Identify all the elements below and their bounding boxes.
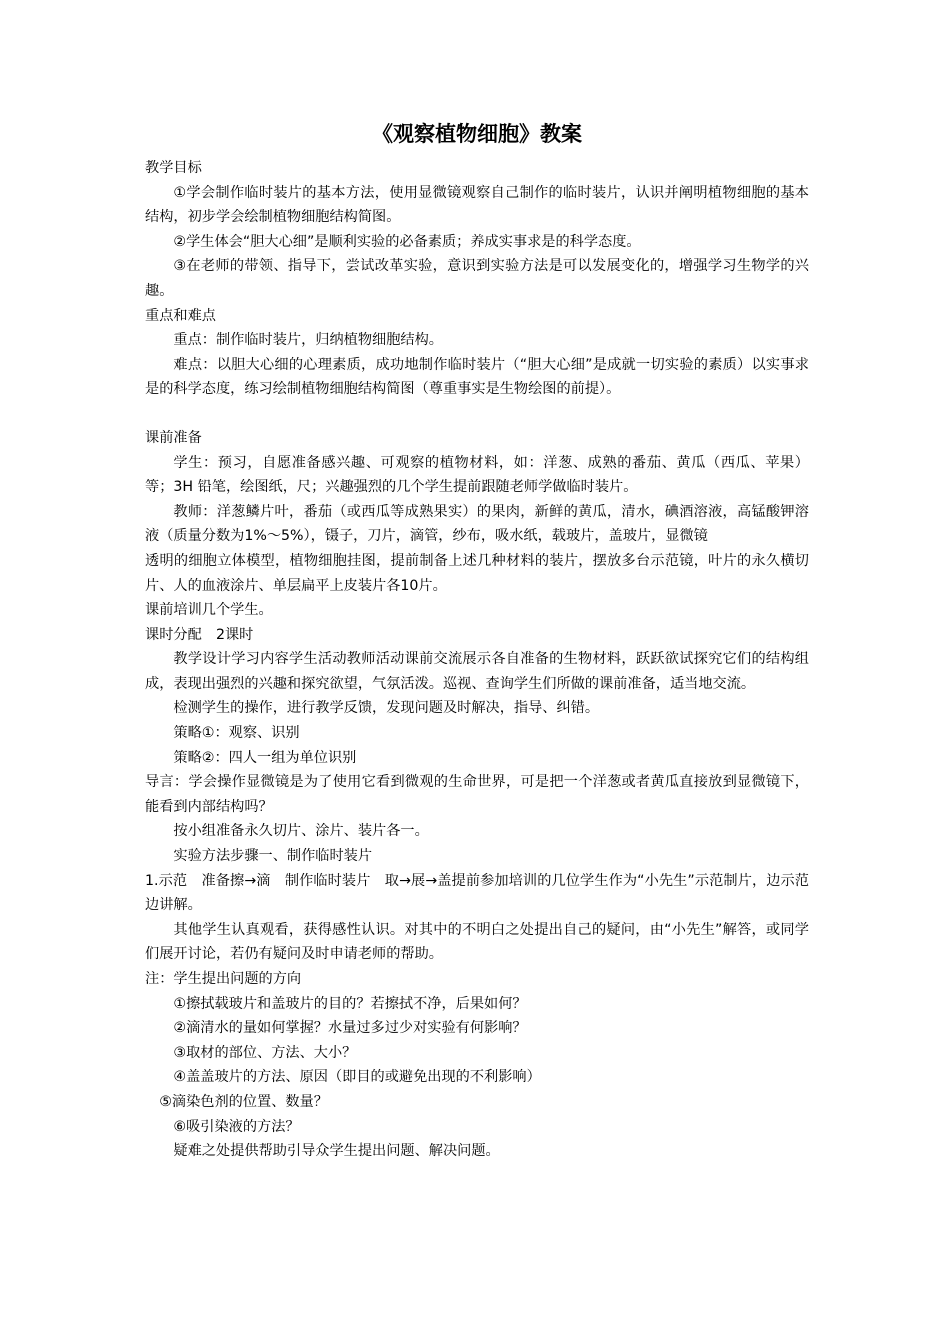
introduction: 导言：学会操作显微镜是为了使用它看到微观的生命世界，可是把一个洋葱或者黄瓜直接放到显微镜下，能看到内部结构吗？ [145,774,809,815]
document-title: 《观察植物细胞》教案 [372,122,582,146]
document-page [145,118,809,1164]
teacher-preparation: 教师：洋葱鳞片叶，番茄（或西瓜等成熟果实）的果肉，新鲜的黄瓜，清水，碘酒溶液，高锰酸钾溶液（质量分数为1%～5%），镊子，刀片，滴管，纱布，吸水纸，载玻片，盖玻片，显微镜 [145,503,809,545]
key-point: 重点：制作临时装片，归纳植物细胞结构。 [173,332,443,349]
group-preparation: 按小组准备永久切片、涂片、装片各一。 [173,823,429,840]
heading-teaching-goals: 教学目标 [145,160,202,176]
question-6: ⑥吸引染液的方法？ [173,1118,300,1135]
question-3: ③取材的部位、方法、大小？ [173,1044,357,1061]
question-1: ①擦拭载玻片和盖玻片的目的？若擦拭不净，后果如何？ [173,995,527,1012]
strategy-1: 策略①：观察、识别 [173,725,300,742]
heading-key-points: 重点和难点 [145,307,216,324]
check-operation: 检测学生的操作，进行教学反馈，发现问题及时解决，指导、纠错。 [173,700,600,717]
question-4: ④盖盖玻片的方法、原因（即目的或避免出现的不利影响） [173,1069,541,1086]
difficult-point: 难点：以胆大心细的心理素质，成功地制作临时装片（“胆大心细”是成就一切实验的素质）以实事求是的科学态度，练习绘制植物细胞结构简图（尊重事实是生物绘图的前提）。 [145,356,809,398]
difficulty-support: 疑难之处提供帮助引导众学生提出问题、解决问题。 [173,1143,500,1160]
step-1-demonstration: 1.示范 准备擦→滴 制作临时装片 取→展→盖提前参加培训的几位学生作为“小先生”示范制片，边示范边讲解。 [145,872,809,914]
note-question-directions: 注：学生提出问题的方向 [145,971,302,987]
pre-class-training: 课前培训几个学生。 [145,602,273,619]
class-hours: 课时分配 2课时 [145,626,254,643]
goal-3: ③在老师的带领、指导下，尝试改革实验，意识到实验方法是可以发展变化的，增强学习生物学的兴趣。 [145,258,809,299]
teacher-preparation-continued: 透明的细胞立体模型，植物细胞挂图，提前制备上述几种材料的装片，摆放多台示范镜，叶片的永久横切片、人的血液涂片、单层扁平上皮装片各10片。 [145,552,809,594]
teaching-design: 教学设计学习内容学生活动教师活动课前交流展示各自准备的生物材料，跃跃欲试探究它们的结构组成，表现出强烈的兴趣和探究欲望，气氛活泼。巡视、查询学生们所做的课前准备，适当地交流。 [145,651,809,692]
question-2: ②滴清水的量如何掌握？水量过多过少对实验有何影响？ [173,1020,527,1037]
goal-2: ②学生体会“胆大心细”是顺利实验的必备素质；养成实事求是的科学态度。 [173,233,641,250]
student-preparation: 学生：预习，自愿准备感兴趣、可观察的植物材料，如：洋葱、成熟的番茄、黄瓜（西瓜、苹果）等；3H 铅笔，绘图纸，尺；兴趣强烈的几个学生提前跟随老师学做临时装片。 [145,454,809,496]
heading-preparation: 课前准备 [145,429,202,446]
other-students-observe: 其他学生认真观看，获得感性认识。对其中的不明白之处提出自己的疑问，由“小先生”解答，或同学们展开讨论，若仍有疑问及时申请老师的帮助。 [145,921,809,963]
experiment-steps-heading: 实验方法步骤一、制作临时装片 [173,848,373,865]
goal-1: ①学会制作临时装片的基本方法，使用显微镜观察自己制作的临时装片，认识并阐明植物细胞的基本结构，初步学会绘制植物细胞结构简图。 [145,184,809,226]
question-5: ⑤滴染色剂的位置、数量？ [159,1093,328,1110]
strategy-2: 策略②：四人一组为单位识别 [173,749,357,766]
blank-line [145,402,809,426]
